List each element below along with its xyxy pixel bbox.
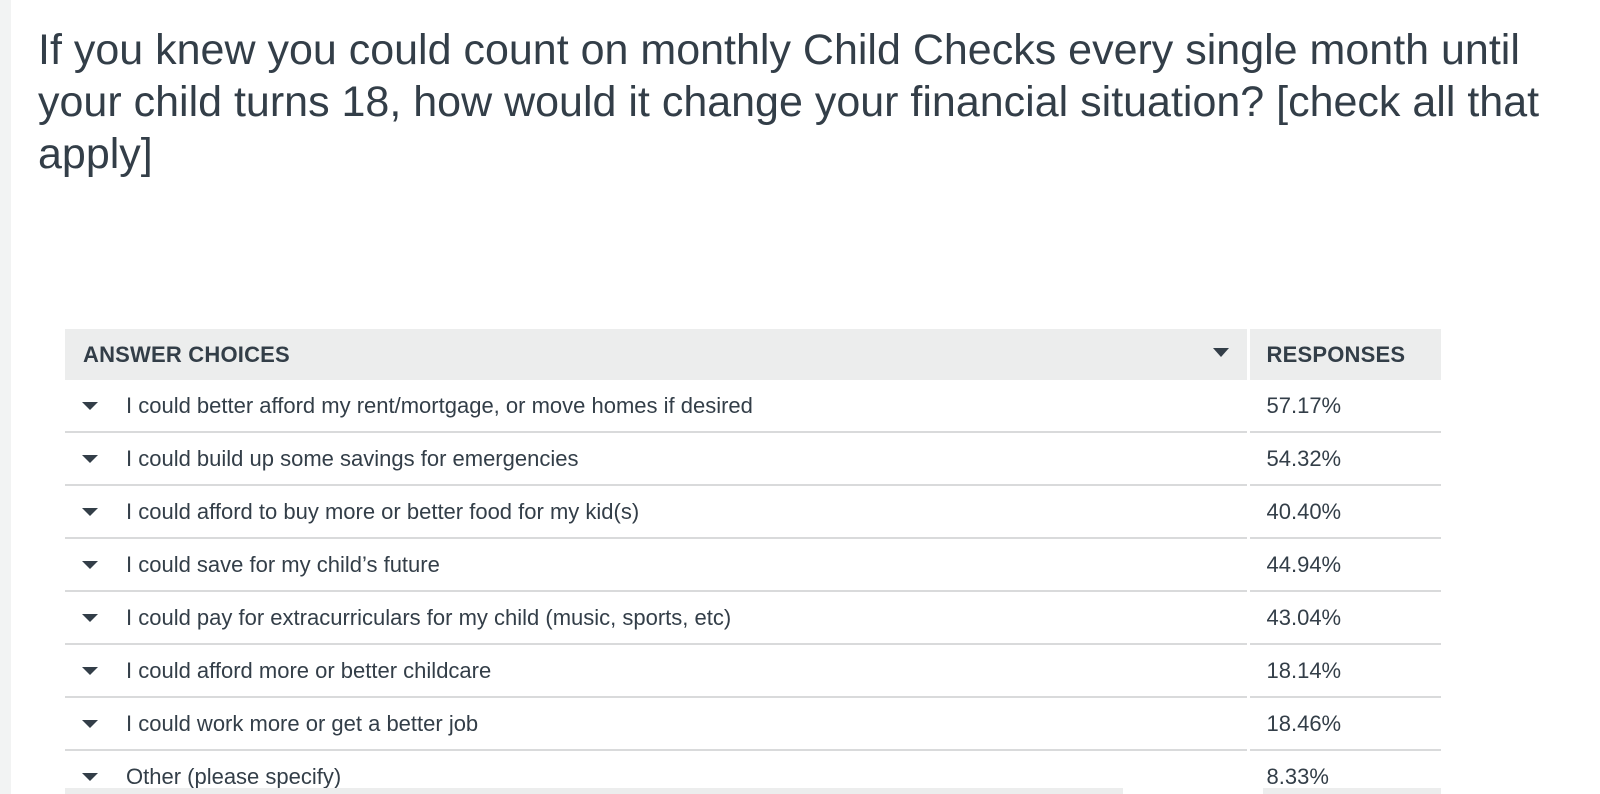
chevron-down-icon[interactable] xyxy=(82,561,98,569)
answer-choice-label: I could save for my child’s future xyxy=(126,551,440,577)
responses-header-label: RESPONSES xyxy=(1266,341,1406,367)
answer-choices-header-label: ANSWER CHOICES xyxy=(83,341,290,367)
table-row xyxy=(65,485,1441,538)
answer-choice-label: I could afford more or better childcare xyxy=(126,657,492,683)
response-percent: 18.46% xyxy=(1248,697,1441,750)
response-percent: 57.17% xyxy=(1248,380,1441,432)
table-row xyxy=(65,380,1441,432)
table-row xyxy=(65,432,1441,485)
question-title: If you knew you could count on monthly Child Checks every single month until your child turns 18, how would it change your financial situation? [check all that apply] xyxy=(38,26,1540,178)
chevron-down-icon[interactable] xyxy=(82,508,98,516)
response-percent: 40.40% xyxy=(1248,485,1441,538)
answer-choice-cell xyxy=(65,644,1248,697)
chevron-down-icon[interactable] xyxy=(82,402,98,410)
results-table xyxy=(65,329,1441,794)
table-footer-strip xyxy=(65,788,1123,794)
answer-choice-cell xyxy=(65,591,1248,644)
table-footer-strip xyxy=(1263,788,1441,794)
response-percent: 54.32% xyxy=(1248,432,1441,485)
chevron-down-icon[interactable] xyxy=(82,455,98,463)
table-row xyxy=(65,591,1441,644)
answer-choices-header[interactable] xyxy=(65,329,1248,380)
response-percent: 44.94% xyxy=(1248,538,1441,591)
response-percent: 8.33% xyxy=(1266,763,1329,789)
table-header-row xyxy=(65,329,1441,380)
answer-choice-cell xyxy=(65,485,1248,538)
table-row xyxy=(65,697,1441,750)
chevron-down-icon[interactable] xyxy=(82,720,98,728)
table-row xyxy=(65,538,1441,591)
chevron-down-icon[interactable] xyxy=(82,667,98,675)
answer-choice-label: I could build up some savings for emergencies xyxy=(126,445,579,471)
responses-header[interactable] xyxy=(1248,329,1441,380)
chevron-down-icon[interactable] xyxy=(1213,348,1229,357)
answer-choice-label: I could afford to buy more or better food for my kid(s) xyxy=(126,498,640,524)
answer-choice-cell xyxy=(65,380,1248,432)
response-percent: 43.04% xyxy=(1248,591,1441,644)
left-rail xyxy=(0,0,11,794)
answer-choice-cell xyxy=(65,697,1248,750)
answer-choice-label: Other (please specify) xyxy=(126,763,342,789)
answer-choice-cell xyxy=(65,538,1248,591)
answer-choice-cell xyxy=(65,432,1248,485)
table-row xyxy=(65,644,1441,697)
answer-choice-label: I could work more or get a better job xyxy=(126,710,479,736)
response-percent: 18.14% xyxy=(1248,644,1441,697)
answer-choice-label: I could pay for extracurriculars for my child (music, sports, etc) xyxy=(126,604,732,630)
chevron-down-icon[interactable] xyxy=(82,614,98,622)
answer-choice-label: I could better afford my rent/mortgage, or move homes if desired xyxy=(126,392,753,418)
chevron-down-icon[interactable] xyxy=(82,773,98,781)
